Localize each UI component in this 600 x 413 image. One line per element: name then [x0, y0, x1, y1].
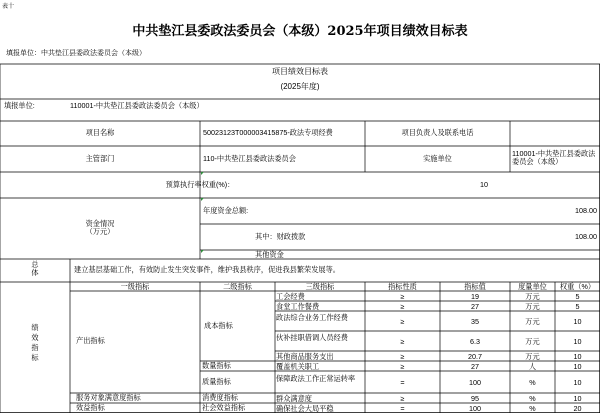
row-nature: ≥ — [400, 351, 405, 361]
funds-label: 资金情况 （万元） — [85, 219, 115, 236]
budget-weight-label: 预算执行率权重(%)： — [165, 180, 235, 189]
col-header: 度量单位 — [518, 282, 547, 291]
col-header: 一级指标 — [120, 282, 150, 291]
dept-value: 110-中共垫江县委政法委员会 — [203, 154, 296, 163]
row-unit: % — [529, 393, 536, 403]
level2-quantity: 数量指标 — [202, 361, 231, 370]
responsible-label: 项目负责人及联系电话 — [401, 128, 474, 137]
fill-unit-line: 填报单位：中共垫江县委政法委员会（本级） — [6, 50, 146, 57]
other-funds-label: 其他资金 — [255, 250, 284, 259]
row-weight: 10 — [573, 361, 582, 371]
fiscal-value: 108.00 — [575, 232, 597, 241]
level2-quality: 质量指标 — [202, 377, 231, 386]
row-value: 100 — [469, 377, 481, 387]
cell-marker — [201, 172, 204, 175]
project-name-label: 项目名称 — [85, 128, 115, 137]
impl-label: 实施单位 — [423, 154, 452, 163]
col-header: 三级指标 — [305, 282, 335, 291]
row-value: 35 — [471, 316, 479, 326]
row-weight: 10 — [573, 393, 582, 403]
row-value: 20.7 — [468, 351, 482, 361]
row-unit: 万元 — [525, 316, 540, 326]
row-value: 19 — [471, 291, 479, 301]
page-tag: 表十 — [2, 4, 15, 10]
table-title: 项目绩效目标表 — [272, 67, 328, 76]
row-name: 伙补挂职借调人员经费 — [276, 332, 348, 342]
fiscal-label: 其中：财政拨款 — [255, 232, 306, 241]
row-value: 100 — [469, 403, 481, 413]
row-value: 27 — [471, 361, 479, 371]
col-header: 指标性质 — [388, 282, 417, 291]
budget-weight-value: 10 — [480, 180, 488, 189]
row-name: 工会经费 — [276, 291, 305, 301]
row-weight: 5 — [575, 301, 580, 311]
row-weight: 10 — [573, 377, 582, 387]
project-name-value: 50023123T000003415875-政法专项经费 — [203, 128, 333, 137]
overall-value: 建立基层基础工作，有效防止发生突发事件，维护我县秩序，促进我县繁荣发展等。 — [74, 265, 340, 274]
page-title: 中共垫江县委政法委员会（本级）2025年项目绩效目标表 — [132, 24, 468, 39]
row-nature: ≥ — [400, 393, 405, 403]
col-header: 指标值 — [464, 282, 486, 291]
row-unit: 万元 — [525, 291, 540, 301]
level2-cost: 成本指标 — [204, 321, 233, 330]
level2-social-benefit: 社会效益指标 — [202, 403, 246, 412]
row-name: 群众满意度 — [276, 393, 312, 403]
row-nature: ≥ — [400, 361, 405, 371]
row-name: 保障政法工作正常运转率 — [276, 373, 356, 383]
annual-funds-value: 108.00 — [575, 206, 597, 215]
level1-benefit: 效益指标 — [76, 403, 105, 412]
row-value: 27 — [471, 301, 479, 311]
row-nature: ≥ — [400, 301, 405, 311]
row-name: 其他商品服务支出 — [276, 351, 334, 361]
row-value: 95 — [471, 393, 479, 403]
row-unit: 人 — [528, 361, 537, 371]
row-name: 确保社会大局平稳 — [276, 403, 334, 413]
fill-unit-label: 填报单位: — [4, 101, 35, 110]
annual-funds-label: 年度资金总额: — [203, 206, 249, 215]
cell-marker — [201, 198, 204, 201]
row-unit: % — [529, 403, 536, 413]
row-nature: ≥ — [400, 336, 405, 346]
dept-label: 主管部门 — [85, 154, 115, 163]
row-weight: 10 — [573, 336, 582, 346]
row-name: 覆盖机关职工 — [276, 361, 320, 371]
row-weight: 5 — [575, 291, 580, 301]
row-unit: 万元 — [525, 351, 540, 361]
row-nature: ≥ — [400, 291, 405, 301]
fill-unit-value: 110001-中共垫江县委政法委员会（本级） — [70, 101, 204, 110]
row-weight: 10 — [573, 351, 582, 361]
row-value: 6.3 — [470, 336, 480, 346]
level1-output: 产出指标 — [76, 336, 105, 345]
table-year: (2025年度) — [280, 82, 320, 91]
cell-marker — [201, 250, 204, 253]
row-weight: 20 — [573, 403, 582, 413]
row-name: 政法综合业务工作经费 — [276, 312, 348, 322]
level2-satisfaction: 消费度指标 — [202, 393, 238, 402]
col-header: 二级指标 — [223, 282, 252, 291]
level1-service: 服务对象满意度指标 — [76, 393, 141, 402]
row-unit: 万元 — [525, 301, 540, 311]
row-nature: ≥ — [400, 316, 405, 326]
row-weight: 10 — [573, 316, 582, 326]
row-unit: 万元 — [525, 336, 540, 346]
row-nature: = — [400, 403, 405, 413]
row-name: 食堂工作餐费 — [276, 301, 320, 311]
overall-label: 总 体 — [31, 260, 39, 277]
row-nature: = — [400, 377, 405, 387]
perf-label: 绩 效 指 标 — [31, 323, 39, 362]
row-unit: % — [529, 377, 536, 387]
col-header: 权重（%） — [559, 282, 596, 291]
impl-value: 110001-中共垫江县委政法委员会（本级） — [512, 149, 596, 166]
